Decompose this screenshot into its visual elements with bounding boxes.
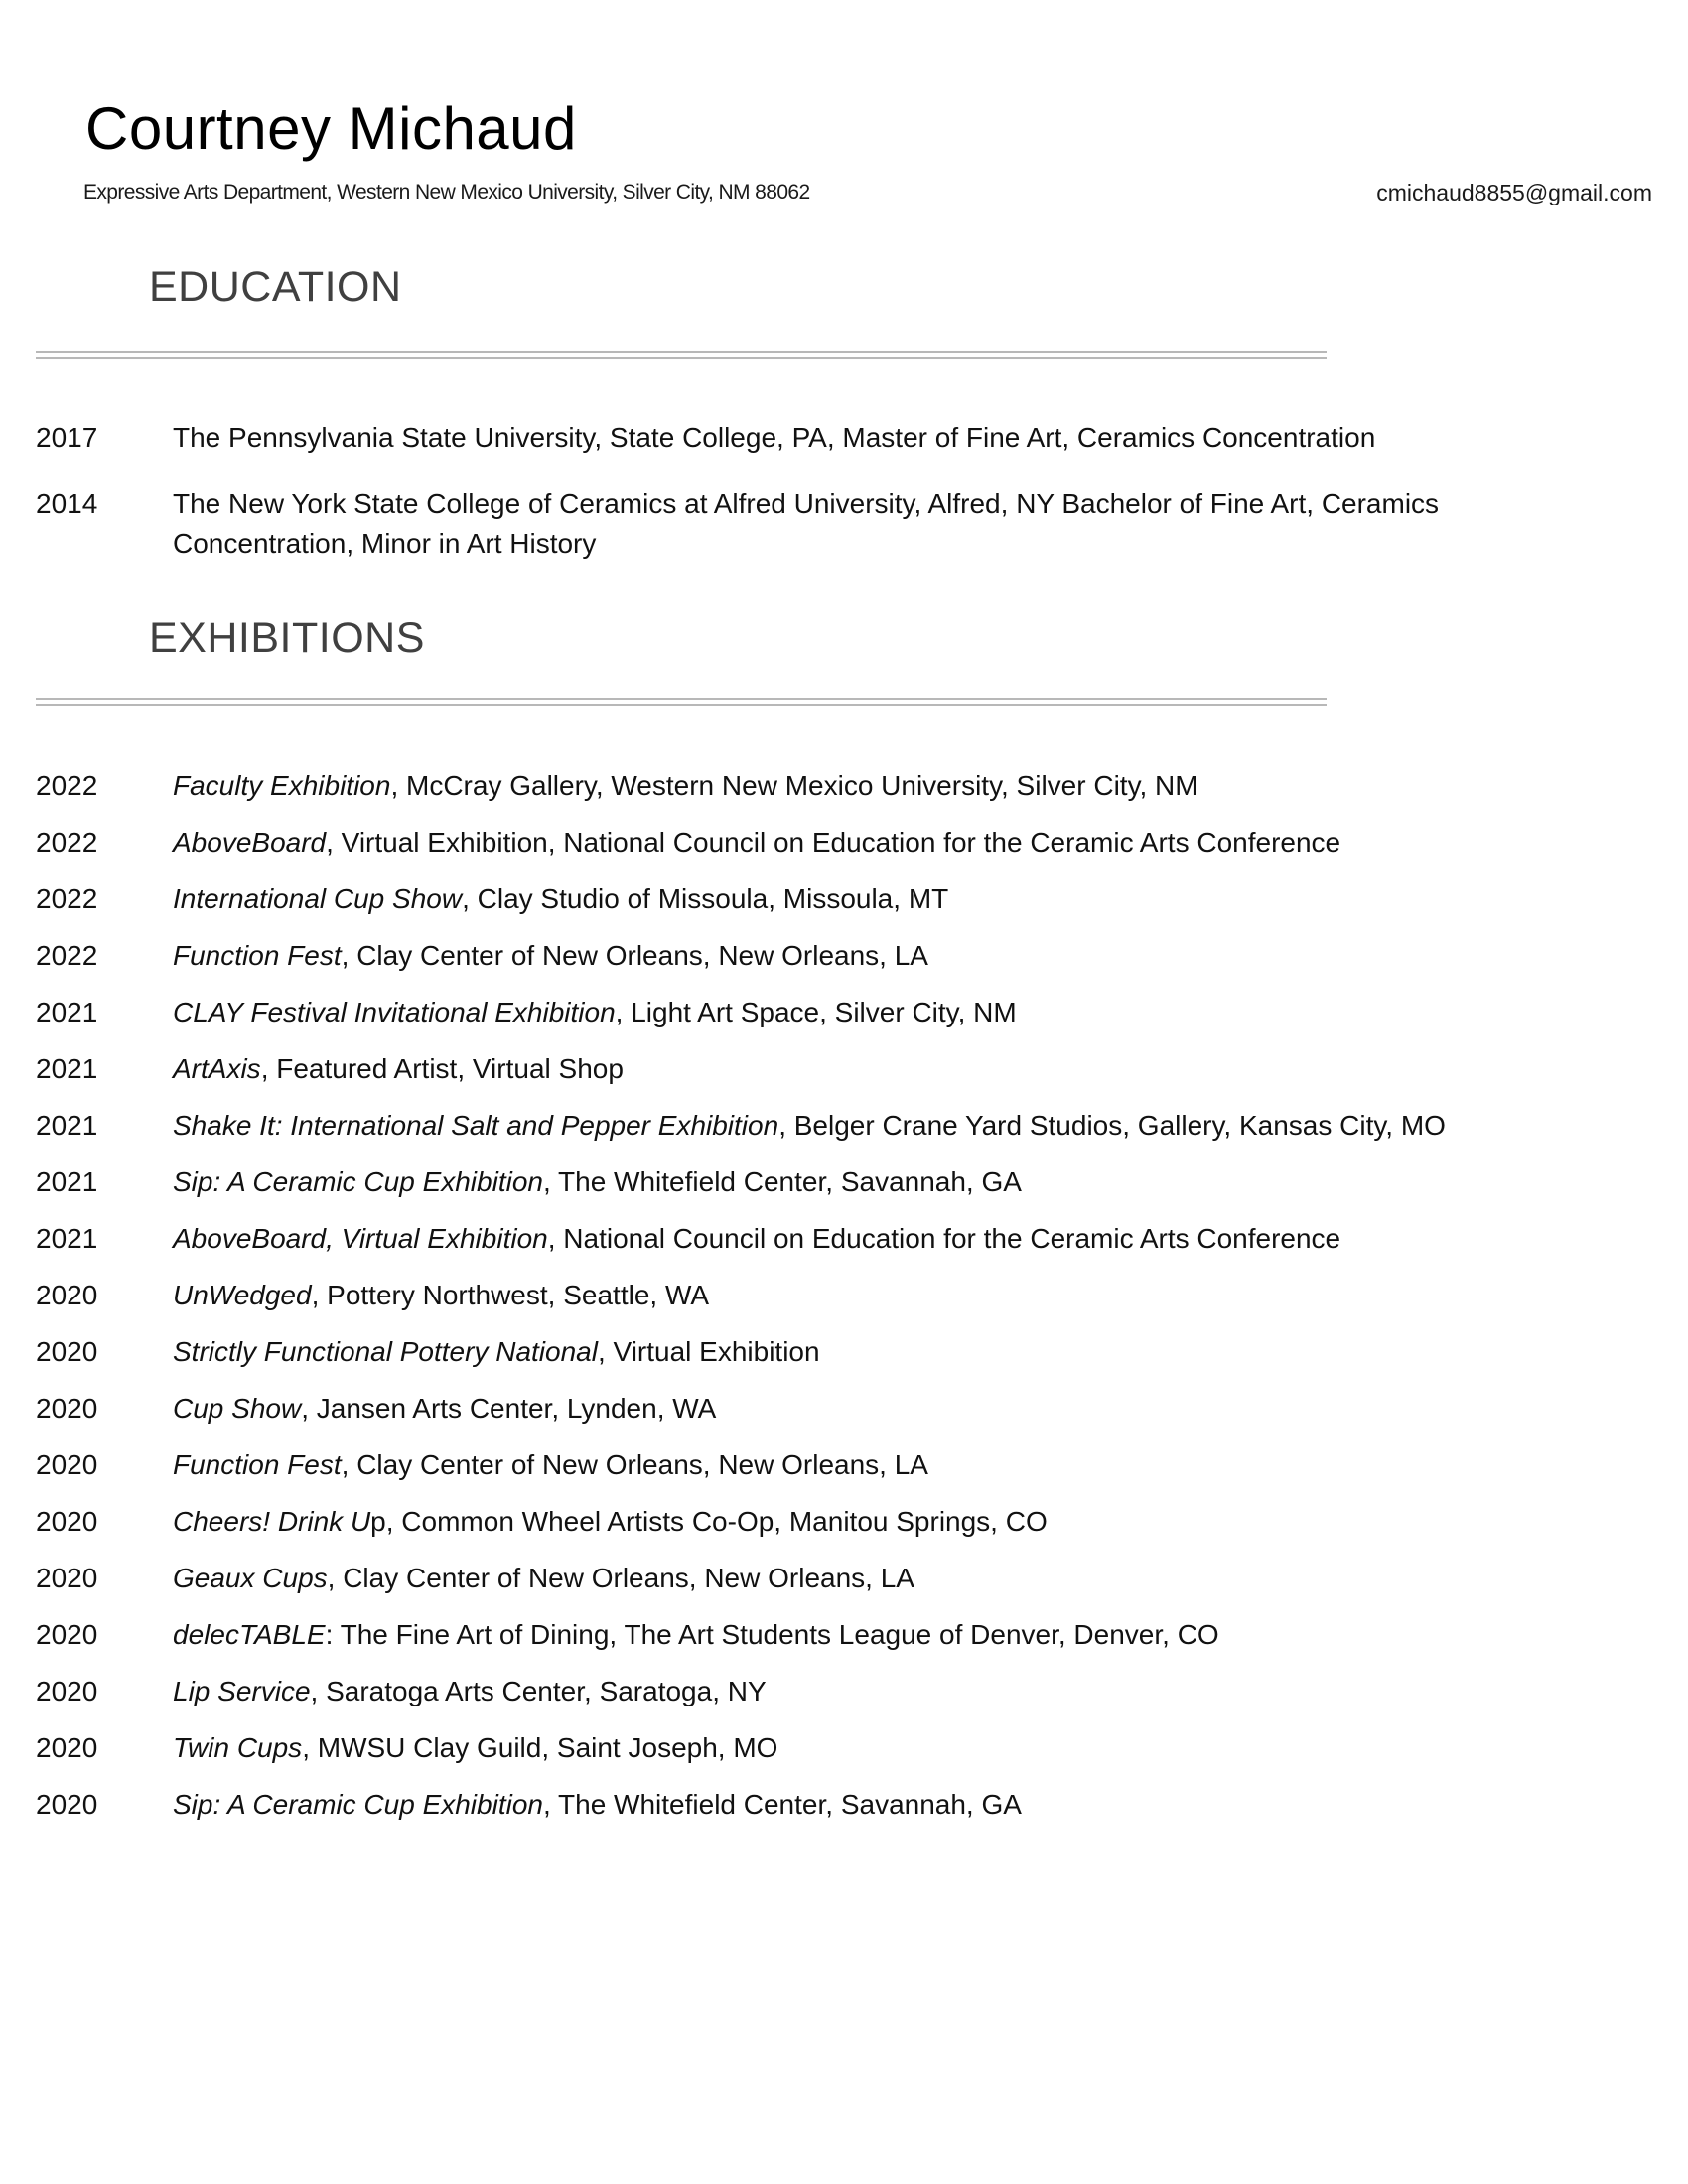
education-list	[36, 418, 1624, 591]
exhibition-year: 2020	[36, 1506, 98, 1537]
education-entry	[36, 418, 1624, 459]
exhibition-title: Function Fest	[173, 1449, 342, 1480]
exhibition-title: Twin Cups	[173, 1732, 303, 1763]
exhibitions-heading: EXHIBITIONS	[149, 614, 425, 662]
exhibition-details: , The Whitefield Center, Savannah, GA	[542, 1789, 1022, 1820]
exhibition-entry	[36, 757, 1624, 814]
exhibition-entry	[36, 1663, 1624, 1719]
exhibition-title: Shake It: International Salt and Pepper Exhibition	[173, 1110, 779, 1141]
exhibition-title: Faculty Exhibition	[173, 770, 391, 801]
exhibition-details: , Belger Crane Yard Studios, Gallery, Kansas City, MO	[778, 1110, 1446, 1141]
exhibition-description	[173, 1719, 1474, 1776]
exhibition-details: , Saratoga Arts Center, Saratoga, NY	[310, 1676, 767, 1706]
exhibition-description	[173, 1040, 1474, 1097]
exhibition-entry	[36, 927, 1624, 984]
exhibition-year: 2020	[36, 1336, 98, 1367]
exhibition-description	[173, 1380, 1474, 1436]
exhibition-title: Cheers! Drink U	[173, 1506, 371, 1537]
exhibition-description	[173, 1154, 1474, 1210]
exhibition-entry	[36, 871, 1624, 927]
exhibition-details: , McCray Gallery, Western New Mexico University, Silver City, NM	[390, 770, 1198, 801]
exhibition-title: Sip: A Ceramic Cup Exhibition	[173, 1789, 543, 1820]
exhibition-details: , Clay Center of New Orleans, New Orleans, LA	[327, 1563, 914, 1593]
exhibition-description	[173, 757, 1474, 814]
exhibition-entry	[36, 1606, 1624, 1663]
education-description: The Pennsylvania State University, State College, PA, Master of Fine Art, Ceramics Concentration	[173, 422, 1376, 453]
exhibition-entry	[36, 984, 1624, 1040]
exhibition-entry	[36, 1267, 1624, 1323]
exhibition-description	[173, 1550, 1474, 1606]
exhibition-title: Geaux Cups	[173, 1563, 328, 1593]
education-entry	[36, 484, 1624, 565]
exhibition-description	[173, 1436, 1474, 1493]
exhibition-details: , Virtual Exhibition	[597, 1336, 820, 1367]
exhibition-details: , Pottery Northwest, Seattle, WA	[311, 1280, 710, 1310]
exhibition-description	[173, 1323, 1474, 1380]
exhibition-description	[173, 814, 1474, 871]
exhibition-entry	[36, 1097, 1624, 1154]
education-description: The New York State College of Ceramics at Alfred University, Alfred, NY Bachelor of Fine Art, Ceramics Concentration, Minor in Art History	[173, 487, 1440, 560]
exhibition-title: Sip: A Ceramic Cup Exhibition	[173, 1166, 543, 1197]
exhibition-title: CLAY Festival Invitational Exhibition	[173, 997, 616, 1027]
contact-email[interactable]: cmichaud8855@gmail.com	[1376, 180, 1652, 205]
exhibitions-divider	[36, 698, 1327, 706]
exhibition-description	[173, 871, 1474, 927]
exhibition-entry	[36, 1154, 1624, 1210]
exhibition-title: International Cup Show	[173, 884, 463, 914]
exhibition-year: 2021	[36, 997, 98, 1027]
education-year: 2014	[36, 487, 98, 519]
exhibition-description	[173, 927, 1474, 984]
exhibition-details: , National Council on Education for the Ceramic Arts Conference	[547, 1223, 1341, 1254]
exhibition-year: 2020	[36, 1789, 98, 1820]
exhibition-year: 2022	[36, 940, 98, 971]
exhibition-entry	[36, 1323, 1624, 1380]
exhibition-title: UnWedged	[173, 1280, 312, 1310]
exhibition-description	[173, 1493, 1474, 1550]
exhibition-entry	[36, 1550, 1624, 1606]
exhibition-entry	[36, 1380, 1624, 1436]
exhibition-title: Lip Service	[173, 1676, 311, 1706]
exhibition-details: , Jansen Arts Center, Lynden, WA	[301, 1393, 717, 1424]
exhibition-year: 2020	[36, 1676, 98, 1706]
exhibition-year: 2022	[36, 827, 98, 858]
education-divider	[36, 351, 1327, 359]
exhibition-description	[173, 1606, 1474, 1663]
exhibitions-list	[36, 757, 1624, 1833]
exhibition-details: , Featured Artist, Virtual Shop	[260, 1053, 624, 1084]
exhibition-title: Cup Show	[173, 1393, 302, 1424]
exhibition-title: AboveBoard, Virtual Exhibition	[173, 1223, 548, 1254]
exhibition-year: 2020	[36, 1619, 98, 1650]
exhibition-details: , Clay Center of New Orleans, New Orleans, LA	[341, 1449, 928, 1480]
exhibition-year: 2020	[36, 1393, 98, 1424]
exhibition-year: 2020	[36, 1732, 98, 1763]
exhibition-description	[173, 1776, 1474, 1833]
exhibition-description	[173, 1097, 1474, 1154]
exhibition-year: 2022	[36, 770, 98, 801]
exhibition-details: , Clay Center of New Orleans, New Orleans, LA	[341, 940, 928, 971]
exhibition-entry	[36, 1719, 1624, 1776]
exhibition-description	[173, 1210, 1474, 1267]
education-heading: EDUCATION	[149, 263, 402, 311]
exhibition-title: Strictly Functional Pottery National	[173, 1336, 598, 1367]
exhibition-entry	[36, 1493, 1624, 1550]
exhibition-description	[173, 1267, 1474, 1323]
exhibition-details: : The Fine Art of Dining, The Art Students League of Denver, Denver, CO	[325, 1619, 1219, 1650]
exhibition-details: , MWSU Clay Guild, Saint Joseph, MO	[302, 1732, 778, 1763]
exhibition-details: , Clay Studio of Missoula, Missoula, MT	[462, 884, 949, 914]
exhibition-entry	[36, 1776, 1624, 1833]
exhibition-year: 2020	[36, 1563, 98, 1593]
exhibition-details: p, Common Wheel Artists Co-Op, Manitou Springs, CO	[370, 1506, 1048, 1537]
exhibition-year: 2022	[36, 884, 98, 914]
exhibition-entry	[36, 814, 1624, 871]
exhibition-year: 2021	[36, 1166, 98, 1197]
exhibition-details: , Virtual Exhibition, National Council on Education for the Ceramic Arts Conference	[326, 827, 1341, 858]
exhibition-title: ArtAxis	[173, 1053, 261, 1084]
exhibition-entry	[36, 1210, 1624, 1267]
contact-address: Expressive Arts Department, Western New Mexico University, Silver City, NM 88062	[83, 181, 810, 204]
exhibition-entry	[36, 1040, 1624, 1097]
cv-name: Courtney Michaud	[85, 95, 577, 162]
exhibition-title: AboveBoard	[173, 827, 327, 858]
exhibition-description	[173, 1663, 1474, 1719]
exhibition-year: 2020	[36, 1280, 98, 1310]
exhibition-year: 2021	[36, 1110, 98, 1141]
exhibition-year: 2021	[36, 1223, 98, 1254]
exhibition-year: 2021	[36, 1053, 98, 1084]
exhibition-entry	[36, 1436, 1624, 1493]
exhibition-details: , The Whitefield Center, Savannah, GA	[542, 1166, 1022, 1197]
exhibition-details: , Light Art Space, Silver City, NM	[615, 997, 1017, 1027]
education-year: 2017	[36, 422, 98, 453]
exhibition-title: Function Fest	[173, 940, 342, 971]
exhibition-year: 2020	[36, 1449, 98, 1480]
exhibition-description	[173, 984, 1474, 1040]
exhibition-title: delecTABLE	[173, 1619, 326, 1650]
